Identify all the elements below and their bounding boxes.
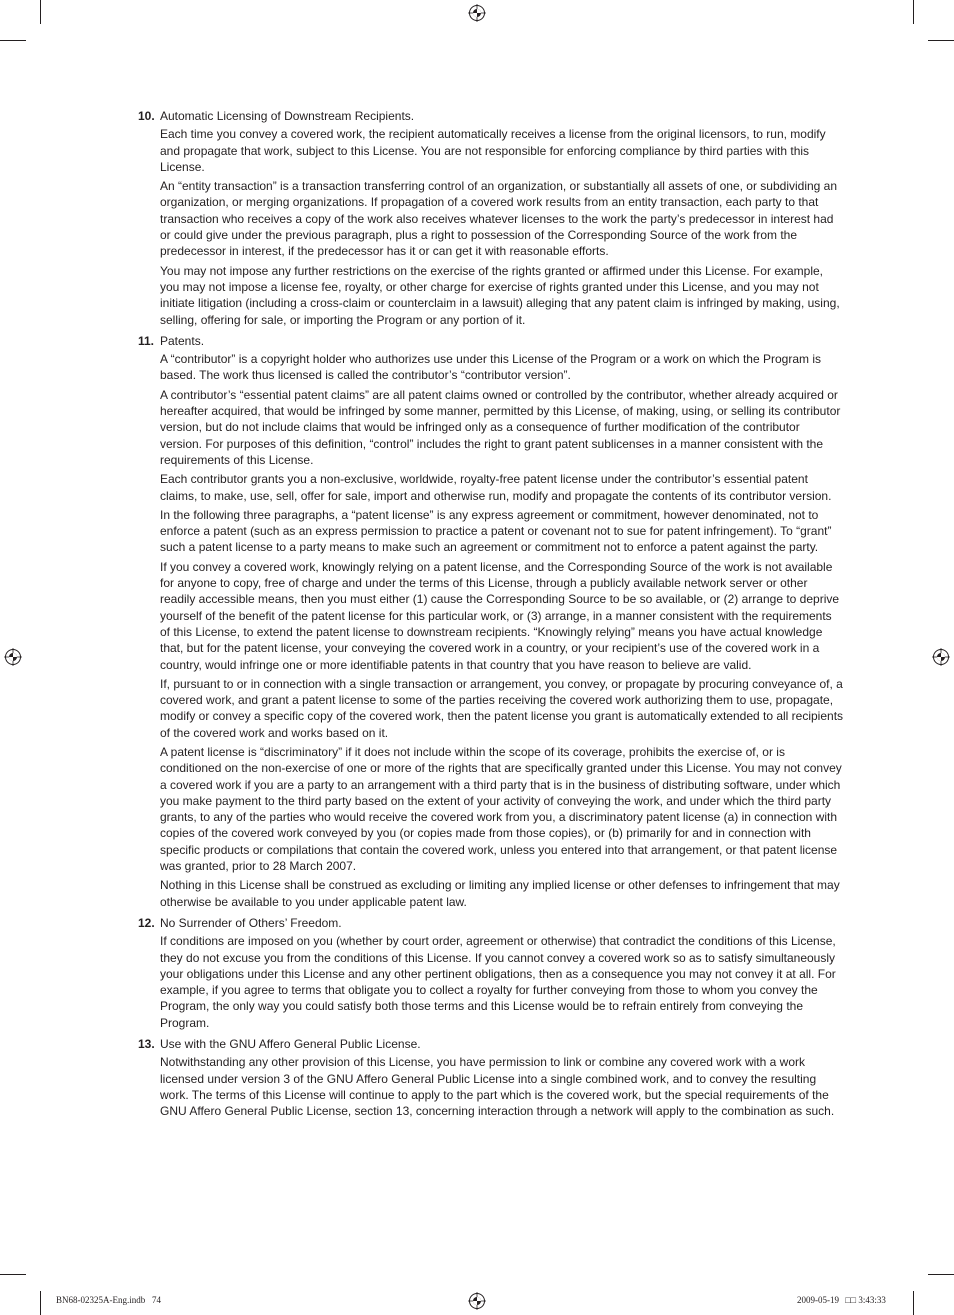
- paragraph: A patent license is “discriminatory” if it does not include within the scope of its coverage, prohibits the exercise of, or is conditioned on the non-exercise of one or more of the rights that are specifically granted under this License. You may not convey a covered work if you are a party to an arrangement with a third party that is in the business of distributing software, under which you make payment to the third party based on the extent of your activity of conveying the work, and under which the third party grants, to any of the parties who would receive the covered work from you, a discriminatory patent license (a) in connection with copies of the covered work conveyed by you (or copies made from those copies), or (b) primarily for and in connection with specific products or compilations that contain the covered work, unless you entered into that arrangement, or that patent license was granted, prior to 28 March 2007.: [160, 744, 842, 874]
- section-title: Patents.: [160, 333, 205, 348]
- footer-time: 3:43:33: [858, 1295, 886, 1305]
- paragraph: In the following three paragraphs, a “patent license” is any express agreement or commitment, however denominated, not to enforce a patent (such as an express permission to practice a patent or covenant not to sue for patent infringement). To “grant” such a patent license to a party means to make such an agreement or commitment not to enforce a patent against the party.: [160, 507, 832, 555]
- section-heading: [138, 333, 844, 349]
- crop-mark: [0, 40, 26, 41]
- paragraph: Notwithstanding any other provision of this License, you have permission to link or combine any covered work with a work licensed under version 3 of the GNU Affero General Public License into a single combined work, and to convey the resulting work. The terms of this License will continue to apply to the part which is the covered work, but the special requirements of the GNU Affero General Public License, section 13, concerning interaction through a network will apply to the combination as such.: [160, 1055, 835, 1119]
- paragraph: Nothing in this License shall be construed as excluding or limiting any implied license or other defenses to infringement that may otherwise be available to you under applicable patent law.: [160, 878, 840, 909]
- section-13: [138, 1036, 844, 1119]
- paragraph: If conditions are imposed on you (whether by court order, agreement or otherwise) that contradict the conditions of this License, they do not excuse you from the conditions of this License. If you cannot convey a covered work so as to satisfy simultaneously your obligations under this License and any other pertinent obligations, then as a consequence you may not convey it at all. For example, if you agree to terms that obligate you to collect a royalty for further conveying from those to whom you convey the Program, the only way you could satisfy both those terms and this License would be to refrain entirely from conveying the Program.: [160, 934, 836, 1030]
- paragraph: You may not impose any further restrictions on the exercise of the rights granted or affirmed under this License. For example, you may not impose a license fee, royalty, or other charge for exercise of rights granted under this License, and you may not initiate litigation (including a cross-claim or counterclaim in a lawsuit) alleging that any patent claim is infringed by making, using, selling, offering for sale, or importing the Program or any portion of it.: [160, 263, 840, 327]
- crop-mark: [0, 1274, 26, 1275]
- paragraph: A “contributor” is a copyright holder who authorizes use under this License of the Program or a work on which the Program is based. The work thus licensed is called the contributor’s “contributor version”.: [160, 352, 821, 383]
- crop-mark: [40, 1291, 41, 1315]
- crop-mark: [928, 40, 954, 41]
- footer-file: BN68-02325A-Eng.indb 74: [56, 1295, 161, 1305]
- registration-mark-icon: [468, 4, 486, 22]
- paragraph: If, pursuant to or in connection with a single transaction or arrangement, you convey, or propagate by procuring conveyance of, a covered work, and grant a patent license to some of the parties receiving the covered work authorizing them to use, propagate, modify or convey a specific copy of the covered work, then the patent license you grant is automatically extended to all recipients of the covered work and works based on it.: [160, 676, 844, 740]
- section-number: 10.: [138, 109, 155, 123]
- registration-mark-icon: [468, 1292, 486, 1310]
- section-heading: [138, 1036, 844, 1052]
- paragraph: An “entity transaction” is a transaction transferring control of an organization, or substantially all assets of one, or subdividing an organization, or merging organizations. If propagation of a covered work results from an entity transaction, each party to that transaction who receives a copy of the work also receives whatever licenses to the work the party’s predecessor in interest had or could give under the previous paragraph, plus a right to possession of the Corresponding Source of the work from the predecessor in interest, if the predecessor has it or can get it with reasonable efforts.: [160, 179, 838, 259]
- registration-mark-icon: [932, 648, 950, 666]
- section-title: No Surrender of Others’ Freedom.: [160, 915, 342, 930]
- paragraph: Each time you convey a covered work, the recipient automatically receives a license from the original licensors, to run, modify and propagate that work, subject to this License. You are not responsible for enforcing compliance by third parties with this License.: [160, 127, 826, 174]
- crop-mark: [40, 0, 41, 24]
- section-heading: [138, 108, 844, 124]
- section-number: 13.: [138, 1037, 155, 1052]
- paragraph: Each contributor grants you a non-exclusive, worldwide, royalty-free patent license under the contributor’s essential patent claims, to make, use, sell, offer for sale, import and otherwise run, modify and propagate the contents of its contributor version.: [160, 472, 832, 503]
- section-10: [138, 108, 844, 328]
- license-content: [138, 108, 844, 1125]
- registration-mark-icon: [4, 648, 22, 666]
- crop-mark: [928, 1274, 954, 1275]
- paragraph: A contributor’s “essential patent claims” are all patent claims owned or controlled by the contributor, whether already acquired or hereafter acquired, that would be infringed by some manner, permitted by this License, of making, using, or selling its contributor version, but do not include claims that would be infringed only as a consequence of further modification of the contributor version. For purposes of this definition, “control” includes the right to grant patent sublicenses in a manner consistent with the requirements of this License.: [160, 387, 841, 467]
- section-12: [138, 915, 844, 1031]
- section-title: Automatic Licensing of Downstream Recipients.: [160, 109, 415, 123]
- section-number: 11.: [138, 333, 155, 348]
- section-title: Use with the GNU Affero General Public License.: [160, 1037, 421, 1052]
- footer-boxes: □□: [845, 1295, 857, 1305]
- paragraph: If you convey a covered work, knowingly relying on a patent license, and the Corresponding Source of the work is not available for anyone to copy, free of charge and under the terms of this License, through a publicly available network server or other readily accessible means, then you must either (1) cause the Corresponding Source to be so available, or (2) arrange to deprive yourself of the benefit of the patent license for this particular work, or (3) arrange, in a manner consistent with the requirements of this License, to extend the patent license to downstream recipients. “Knowingly relying” means you have actual knowledge that, but for the patent license, your conveying the covered work in a country, or your recipient’s use of the covered work in a country, would infringe one or more identifiable patents in that country that you have reason to believe are valid.: [160, 559, 840, 672]
- crop-mark: [913, 1291, 914, 1315]
- section-11: [138, 333, 844, 910]
- footer-timestamp: [797, 1295, 886, 1305]
- section-heading: [138, 915, 844, 931]
- crop-mark: [913, 0, 914, 24]
- section-number: 12.: [138, 915, 155, 930]
- footer-date: 2009-05-19: [797, 1295, 839, 1305]
